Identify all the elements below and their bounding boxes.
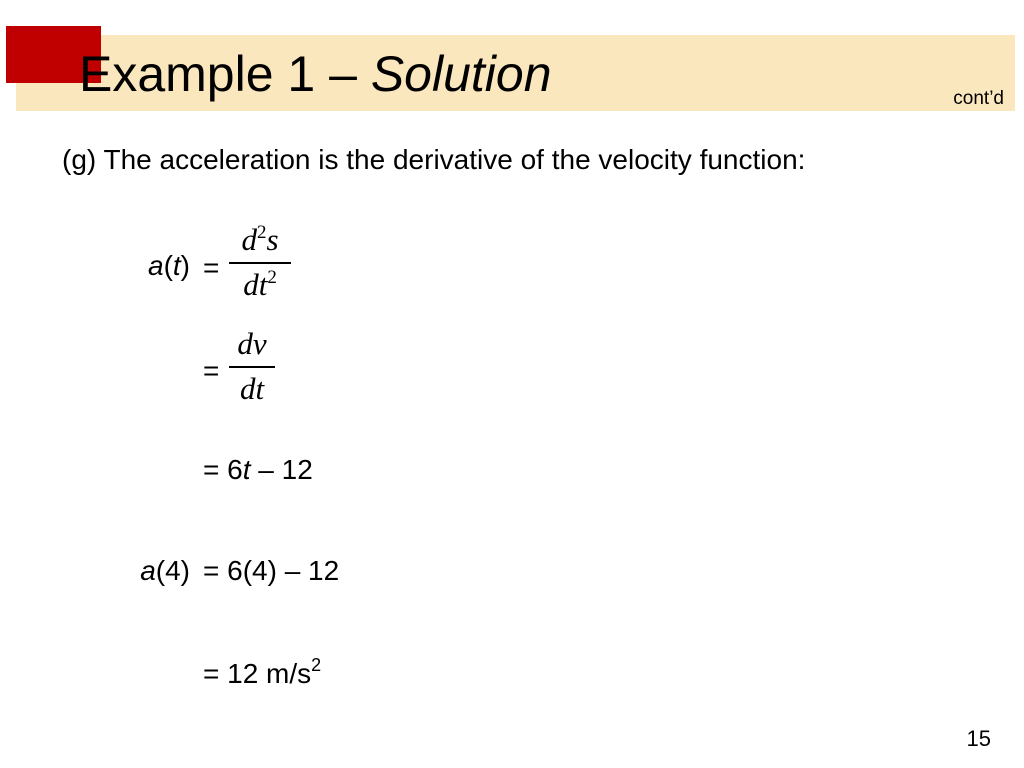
eq1-lhs bbox=[148, 248, 190, 284]
eq3-rest: – 12 bbox=[250, 454, 313, 485]
eq2-denominator: dt bbox=[239, 371, 265, 406]
eq1-fraction bbox=[229, 222, 291, 303]
eq1-lhs-open: ( bbox=[163, 250, 173, 281]
eq3-rhs bbox=[203, 452, 313, 488]
intro-text: (g) The acceleration is the derivative of the velocity function: bbox=[62, 144, 806, 175]
continued-label: cont’d bbox=[953, 88, 1004, 109]
eq2-fraction-bar bbox=[229, 366, 275, 368]
page-number: 15 bbox=[966, 726, 991, 751]
eq4-lhs-a: a bbox=[140, 555, 156, 586]
eq2-fraction bbox=[229, 326, 275, 407]
eq3-var-t: t bbox=[242, 454, 251, 485]
eq1-num-s: s bbox=[266, 222, 279, 257]
slide-title-plain: Example 1 – bbox=[79, 46, 371, 102]
eq5-exponent: 2 bbox=[311, 655, 322, 675]
eq1-num-exp: 2 bbox=[256, 222, 267, 243]
eq4-rhs: = 6(4) – 12 bbox=[203, 555, 340, 586]
eq1-denominator bbox=[229, 267, 291, 303]
eq4-lhs-rest: (4) bbox=[155, 555, 190, 586]
eq5-value: = 12 m/s bbox=[203, 658, 312, 689]
eq2-equals: = bbox=[203, 355, 220, 386]
eq4-lhs bbox=[140, 553, 190, 589]
eq1-num-d: d bbox=[241, 222, 257, 257]
slide-title bbox=[79, 44, 552, 104]
eq1-lhs-a: a bbox=[147, 250, 164, 281]
eq3-pre: = 6 bbox=[203, 454, 243, 485]
eq1-lhs-t: t bbox=[172, 250, 181, 281]
eq2-numerator: dv bbox=[237, 326, 267, 361]
eq1-den-exp: 2 bbox=[267, 267, 277, 288]
eq1-den-dt: dt bbox=[243, 267, 268, 302]
eq1-fraction-bar bbox=[229, 262, 291, 264]
eq1-equals: = bbox=[203, 252, 220, 283]
eq1-lhs-close: ) bbox=[180, 250, 190, 281]
slide-title-italic: Solution bbox=[370, 46, 552, 102]
eq5-rhs bbox=[203, 656, 321, 692]
eq1-numerator bbox=[229, 222, 291, 258]
